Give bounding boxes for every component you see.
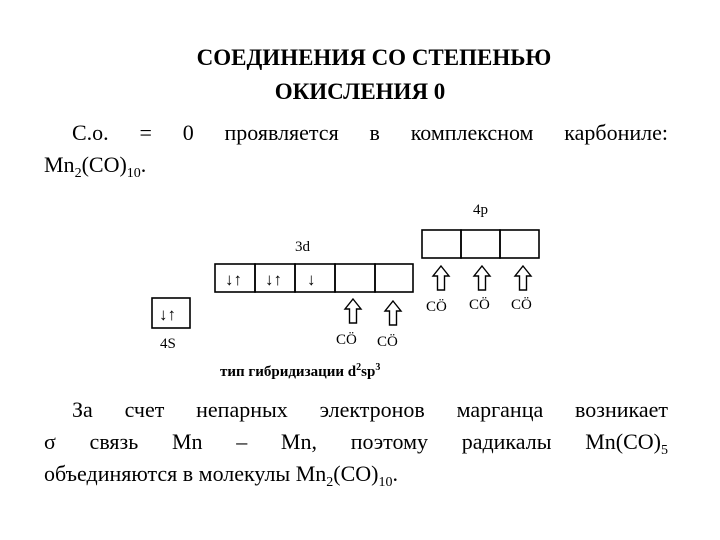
formula-subscript: 10: [378, 475, 393, 490]
formula-subscript: 2: [74, 166, 82, 181]
orbital-4p-boxes: [422, 230, 539, 258]
slide-title-line2: ОКИСЛЕНИЯ 0: [274, 79, 446, 104]
formula-text: .: [392, 461, 398, 486]
paragraph2-line2: [44, 427, 668, 457]
paragraph2-text: объединяются в молекулы Mn: [44, 461, 327, 486]
paragraph2-line3: [44, 459, 398, 489]
ligand-co: CÖ: [511, 297, 532, 313]
orbital-3d-cell: [375, 264, 413, 292]
orbital-diagram: [140, 195, 560, 380]
formula-subscript: 10: [126, 166, 141, 181]
ligand-co: CÖ: [426, 299, 447, 315]
donor-arrow-icon: [515, 266, 531, 290]
label-4s: 4S: [160, 336, 176, 352]
ligand-co: CÖ: [469, 297, 490, 313]
hybridization-label: тип гибридизации $d^2sp^3$: [220, 362, 381, 380]
label-3d: 3d: [295, 239, 310, 255]
label-4p: 4р: [473, 202, 488, 218]
electron-pair: ↓↑: [159, 305, 176, 324]
donor-arrow-icon: [433, 266, 449, 290]
orbital-4p-cell: [500, 230, 539, 258]
paragraph2-text: связь Mn – Mn, поэтому радикалы Mn(CO): [55, 429, 661, 454]
electron-pair: ↓↑: [265, 270, 282, 289]
donor-arrow-icon: [345, 299, 361, 323]
ligand-co: CÖ: [377, 334, 398, 350]
orbital-4p-cell: [422, 230, 461, 258]
paragraph2-line1: За счет непарных электронов марганца возникает: [72, 397, 668, 422]
paragraph1-line1: С.о. = 0 проявляется в комплексном карбониле:: [72, 120, 668, 145]
formula-subscript: 5: [661, 443, 668, 458]
formula-text: (CO): [333, 461, 379, 486]
orbital-3d-cell: [335, 264, 375, 292]
slide-title-line1: СОЕДИНЕНИЯ СО СТЕПЕНЬЮ: [196, 45, 552, 70]
formula-text: Mn: [44, 152, 75, 177]
formula-subscript: 2: [326, 475, 334, 490]
orbital-4p-cell: [461, 230, 500, 258]
electron-pair: ↓↑: [225, 270, 242, 289]
sigma-symbol: σ: [44, 429, 56, 454]
donor-arrow-icon: [385, 301, 401, 325]
formula-text: (CO): [81, 152, 127, 177]
ligand-co: CÖ: [336, 332, 357, 348]
paragraph1-line2: [44, 150, 146, 180]
electron-single: ↓: [307, 270, 316, 289]
formula-text: .: [140, 152, 147, 177]
donor-arrow-icon: [474, 266, 490, 290]
